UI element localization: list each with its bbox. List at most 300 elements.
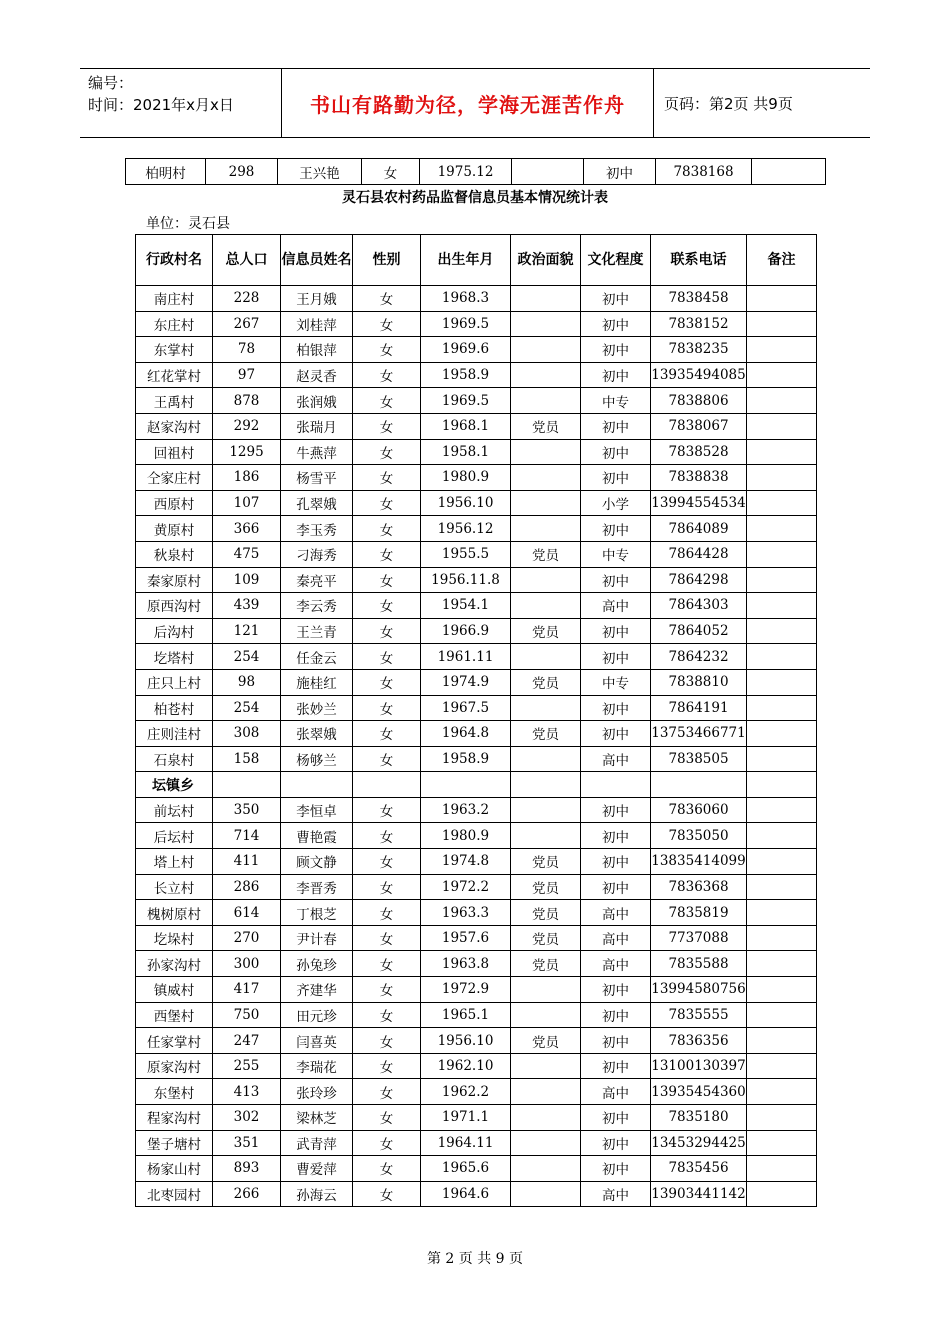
table-cell: 7835050	[651, 823, 747, 849]
table-cell: 7864232	[651, 644, 747, 670]
table-cell: 878	[213, 388, 281, 414]
table-cell: 7835819	[651, 900, 747, 926]
table-cell: 7835456	[651, 1156, 747, 1182]
table-cell: 7838838	[651, 465, 747, 491]
table-cell	[747, 951, 817, 977]
table-cell: 初中	[581, 1130, 651, 1156]
table-cell: 7835588	[651, 951, 747, 977]
table-cell: 田元珍	[281, 1002, 353, 1028]
table-cell: 张玲珍	[281, 1079, 353, 1105]
table-cell: 李瑞花	[281, 1053, 353, 1079]
column-header: 文化程度	[581, 235, 651, 286]
table-cell	[747, 413, 817, 439]
page-footer: 第 2 页 共 9 页	[426, 1251, 524, 1267]
table-cell	[747, 541, 817, 567]
table-cell: 镇威村	[136, 977, 213, 1003]
table-cell: 1969.5	[421, 388, 511, 414]
table-cell: 西堡村	[136, 1002, 213, 1028]
table-cell: 初中	[581, 1105, 651, 1131]
table-cell: 女	[353, 1130, 421, 1156]
stats-table	[135, 234, 817, 1207]
table-cell	[747, 772, 817, 798]
table-cell: 中专	[581, 388, 651, 414]
table-cell: 女	[353, 388, 421, 414]
table-cell: 1958.1	[421, 439, 511, 465]
unit-label: 单位：灵石县	[146, 216, 230, 232]
table-row	[136, 541, 817, 567]
table-cell: 秦家原村	[136, 567, 213, 593]
table-cell: 党员	[511, 951, 581, 977]
table-cell	[747, 618, 817, 644]
table-cell: 初中	[581, 1053, 651, 1079]
column-header: 总人口	[213, 235, 281, 286]
table-row	[136, 362, 817, 388]
table-cell	[511, 1002, 581, 1028]
table-cell	[511, 1130, 581, 1156]
table-cell: 初中	[581, 516, 651, 542]
table-cell: 7836356	[651, 1028, 747, 1054]
table-cell: 121	[213, 618, 281, 644]
table-cell: 党员	[511, 721, 581, 747]
table-row	[136, 1028, 817, 1054]
table-cell: 750	[213, 1002, 281, 1028]
table-cell: 红花掌村	[136, 362, 213, 388]
table-cell: 1968.3	[421, 286, 511, 312]
table-row	[136, 413, 817, 439]
table-cell: 1971.1	[421, 1105, 511, 1131]
table-row	[136, 1105, 817, 1131]
table-cell: 1980.9	[421, 823, 511, 849]
table-cell	[747, 337, 817, 363]
table-cell: 曹爱萍	[281, 1156, 353, 1182]
table-cell	[747, 1156, 817, 1182]
table-cell: 1980.9	[421, 465, 511, 491]
table-cell: 柏苍村	[136, 695, 213, 721]
table-cell	[747, 311, 817, 337]
table-cell: 1964.6	[421, 1181, 511, 1207]
table-cell: 女	[353, 541, 421, 567]
table-cell: 程家沟村	[136, 1105, 213, 1131]
table-cell	[511, 362, 581, 388]
table-cell	[747, 1181, 817, 1207]
table-cell: 石泉村	[136, 746, 213, 772]
table-cell	[747, 490, 817, 516]
table-cell: 366	[213, 516, 281, 542]
table-cell: 初中	[581, 413, 651, 439]
table-cell: 女	[353, 900, 421, 926]
table-cell: 初中	[581, 874, 651, 900]
table-cell: 7838067	[651, 413, 747, 439]
table-row	[136, 337, 817, 363]
table-cell	[747, 362, 817, 388]
table-cell	[511, 1105, 581, 1131]
table-cell: 堡子塘村	[136, 1130, 213, 1156]
table-cell: 270	[213, 925, 281, 951]
table-cell: 350	[213, 797, 281, 823]
table-cell: 回祖村	[136, 439, 213, 465]
table-row	[136, 490, 817, 516]
table-cell: 后沟村	[136, 618, 213, 644]
table-cell: 东堡村	[136, 1079, 213, 1105]
column-header: 出生年月	[421, 235, 511, 286]
table-cell: 西原村	[136, 490, 213, 516]
table-cell	[281, 772, 353, 798]
table-cell	[747, 644, 817, 670]
table-cell: 后坛村	[136, 823, 213, 849]
table-row	[136, 849, 817, 875]
table-cell: 孔翠娥	[281, 490, 353, 516]
table-row	[126, 159, 826, 185]
table-cell: 党员	[511, 618, 581, 644]
table-cell: 赵灵香	[281, 362, 353, 388]
table-cell	[511, 977, 581, 1003]
table-cell: 女	[353, 337, 421, 363]
table-cell: 刁海秀	[281, 541, 353, 567]
table-cell: 王月娥	[281, 286, 353, 312]
number-label: 编号：	[88, 74, 134, 92]
table-cell: 107	[213, 490, 281, 516]
table-cell: 158	[213, 746, 281, 772]
table-cell: 女	[353, 1181, 421, 1207]
table-cell: 7864303	[651, 593, 747, 619]
table-cell: 女	[353, 977, 421, 1003]
table-cell: 柏银萍	[281, 337, 353, 363]
table-cell	[512, 159, 584, 185]
table-cell: 女	[353, 951, 421, 977]
table-row	[136, 721, 817, 747]
table-cell: 247	[213, 1028, 281, 1054]
table-cell: 女	[353, 362, 421, 388]
table-cell: 顾文静	[281, 849, 353, 875]
header-motto: 书山有路勤为径，学海无涯苦作舟	[281, 69, 654, 137]
table-cell: 7864089	[651, 516, 747, 542]
table-cell: 1972.2	[421, 874, 511, 900]
table-row	[136, 286, 817, 312]
table-cell: 任家掌村	[136, 1028, 213, 1054]
table-cell: 长立村	[136, 874, 213, 900]
table-cell: 女	[353, 439, 421, 465]
table-cell: 98	[213, 669, 281, 695]
table-cell	[747, 1028, 817, 1054]
table-cell: 中专	[581, 669, 651, 695]
table-row	[136, 465, 817, 491]
table-cell: 7864052	[651, 618, 747, 644]
table-cell	[747, 1079, 817, 1105]
table-cell: 中专	[581, 541, 651, 567]
table-cell: 97	[213, 362, 281, 388]
table-cell: 女	[353, 567, 421, 593]
page-header	[80, 68, 870, 138]
table-cell	[747, 849, 817, 875]
table-row	[136, 951, 817, 977]
table-cell: 初中	[581, 1156, 651, 1182]
table-cell: 女	[362, 159, 420, 185]
table-row	[136, 311, 817, 337]
table-cell	[511, 823, 581, 849]
table-cell: 300	[213, 951, 281, 977]
table-cell: 女	[353, 465, 421, 491]
table-cell: 初中	[581, 567, 651, 593]
table-cell	[511, 567, 581, 593]
table-cell: 女	[353, 311, 421, 337]
table-cell: 黄原村	[136, 516, 213, 542]
table-cell	[511, 593, 581, 619]
table-row	[136, 593, 817, 619]
table-cell	[747, 823, 817, 849]
table-cell: 高中	[581, 951, 651, 977]
table-cell	[747, 1053, 817, 1079]
table-cell	[747, 388, 817, 414]
table-cell: 78	[213, 337, 281, 363]
table-cell: 小学	[581, 490, 651, 516]
table-cell: 孙海云	[281, 1181, 353, 1207]
table-cell: 女	[353, 1156, 421, 1182]
table-cell: 1955.5	[421, 541, 511, 567]
table-cell: 女	[353, 695, 421, 721]
table-cell	[511, 644, 581, 670]
table-cell: 417	[213, 977, 281, 1003]
table-cell: 圪塔村	[136, 644, 213, 670]
table-cell: 牛燕萍	[281, 439, 353, 465]
table-row	[136, 823, 817, 849]
table-row	[136, 1002, 817, 1028]
table-cell: 李恒卓	[281, 797, 353, 823]
table-cell	[511, 746, 581, 772]
table-cell: 初中	[581, 362, 651, 388]
table-cell: 任金云	[281, 644, 353, 670]
table-cell: 286	[213, 874, 281, 900]
table-cell: 女	[353, 746, 421, 772]
table-cell	[747, 567, 817, 593]
table-cell	[747, 465, 817, 491]
table-cell: 1961.11	[421, 644, 511, 670]
table-cell	[747, 439, 817, 465]
table-cell	[511, 1181, 581, 1207]
table-cell: 女	[353, 849, 421, 875]
table-cell: 109	[213, 567, 281, 593]
table-cell: 7737088	[651, 925, 747, 951]
table-cell: 尹计春	[281, 925, 353, 951]
table-cell	[511, 1053, 581, 1079]
table-cell: 党员	[511, 874, 581, 900]
table-cell: 初中	[581, 1002, 651, 1028]
table-cell: 张翠娥	[281, 721, 353, 747]
table-cell: 杨雪平	[281, 465, 353, 491]
table-cell: 初中	[584, 159, 656, 185]
table-cell: 初中	[581, 337, 651, 363]
table-cell: 1969.6	[421, 337, 511, 363]
table-cell: 7838458	[651, 286, 747, 312]
table-cell: 原家沟村	[136, 1053, 213, 1079]
table-cell: 柏明村	[126, 159, 206, 185]
table-row	[136, 1130, 817, 1156]
table-cell	[747, 593, 817, 619]
table-cell: 7838528	[651, 439, 747, 465]
table-cell: 初中	[581, 465, 651, 491]
table-cell	[747, 900, 817, 926]
table-cell: 曹艳霞	[281, 823, 353, 849]
table-cell: 高中	[581, 746, 651, 772]
table-cell: 228	[213, 286, 281, 312]
table-cell: 党员	[511, 541, 581, 567]
table-cell: 东庄村	[136, 311, 213, 337]
table-row	[136, 388, 817, 414]
table-cell: 13935454360	[651, 1079, 747, 1105]
table-cell: 女	[353, 490, 421, 516]
table-row	[136, 439, 817, 465]
table-row	[136, 567, 817, 593]
table-cell: 1963.8	[421, 951, 511, 977]
table-cell: 1956.11.8	[421, 567, 511, 593]
table-cell: 266	[213, 1181, 281, 1207]
table-cell: 1972.9	[421, 977, 511, 1003]
table-cell: 1964.11	[421, 1130, 511, 1156]
header-page-label: 页码：第2页 共9页	[664, 94, 793, 113]
table-cell: 13994580756	[651, 977, 747, 1003]
table-cell	[747, 925, 817, 951]
table-cell: 7835555	[651, 1002, 747, 1028]
table-cell: 13994554534	[651, 490, 747, 516]
table-cell: 7836060	[651, 797, 747, 823]
table-cell: 413	[213, 1079, 281, 1105]
table-cell: 女	[353, 516, 421, 542]
table-cell: 初中	[581, 1028, 651, 1054]
table-cell: 张瑞月	[281, 413, 353, 439]
table-cell: 475	[213, 541, 281, 567]
table-cell: 1295	[213, 439, 281, 465]
table-cell: 1956.12	[421, 516, 511, 542]
table-row	[136, 669, 817, 695]
table-cell: 298	[206, 159, 278, 185]
table-cell: 1963.3	[421, 900, 511, 926]
table-cell: 丁根芝	[281, 900, 353, 926]
table-cell: 高中	[581, 1181, 651, 1207]
table-cell	[651, 772, 747, 798]
table-row	[136, 746, 817, 772]
column-header: 信息员姓名	[281, 235, 353, 286]
table-cell: 13903441142	[651, 1181, 747, 1207]
table-cell	[747, 977, 817, 1003]
table-cell: 高中	[581, 900, 651, 926]
table-cell: 7838806	[651, 388, 747, 414]
table-cell: 杨家山村	[136, 1156, 213, 1182]
table-cell: 初中	[581, 695, 651, 721]
table-cell: 李玉秀	[281, 516, 353, 542]
table-cell: 刘桂萍	[281, 311, 353, 337]
table-cell: 1969.5	[421, 311, 511, 337]
table-cell: 秋泉村	[136, 541, 213, 567]
table-cell: 308	[213, 721, 281, 747]
table-row	[136, 618, 817, 644]
table-cell: 党员	[511, 849, 581, 875]
table-cell	[747, 1130, 817, 1156]
table-cell	[747, 516, 817, 542]
table-cell: 女	[353, 618, 421, 644]
table-cell: 7864428	[651, 541, 747, 567]
table-cell: 13100130397	[651, 1053, 747, 1079]
table-cell: 前坛村	[136, 797, 213, 823]
table-cell: 女	[353, 874, 421, 900]
table-cell	[511, 311, 581, 337]
table-cell: 赵家沟村	[136, 413, 213, 439]
table-cell: 党员	[511, 925, 581, 951]
table-cell: 女	[353, 1105, 421, 1131]
table-cell: 13835414099	[651, 849, 747, 875]
table-cell: 初中	[581, 849, 651, 875]
table-cell: 施桂红	[281, 669, 353, 695]
table-cell: 411	[213, 849, 281, 875]
table-cell: 254	[213, 695, 281, 721]
table-cell	[747, 797, 817, 823]
column-header: 联系电话	[651, 235, 747, 286]
table-cell: 267	[213, 311, 281, 337]
table-cell	[747, 669, 817, 695]
table-cell: 254	[213, 644, 281, 670]
table-cell: 李云秀	[281, 593, 353, 619]
table-cell	[747, 721, 817, 747]
table-cell: 初中	[581, 823, 651, 849]
table-cell: 1956.10	[421, 490, 511, 516]
table-cell	[747, 286, 817, 312]
table-cell: 南庄村	[136, 286, 213, 312]
column-header: 备注	[747, 235, 817, 286]
table-cell: 女	[353, 669, 421, 695]
table-cell: 圪垛村	[136, 925, 213, 951]
table-cell	[511, 797, 581, 823]
table-cell: 186	[213, 465, 281, 491]
table-cell	[747, 746, 817, 772]
table-cell: 庄只上村	[136, 669, 213, 695]
table-cell: 初中	[581, 721, 651, 747]
column-header: 政治面貌	[511, 235, 581, 286]
table-row	[136, 772, 817, 798]
table-cell: 初中	[581, 977, 651, 1003]
table-cell: 王兴艳	[278, 159, 362, 185]
table-cell	[747, 874, 817, 900]
table-cell	[581, 772, 651, 798]
table-cell: 1966.9	[421, 618, 511, 644]
table-cell: 7838235	[651, 337, 747, 363]
table-header-row	[136, 235, 817, 286]
table-cell: 李晋秀	[281, 874, 353, 900]
table-cell: 高中	[581, 925, 651, 951]
table-row	[136, 797, 817, 823]
table-cell: 初中	[581, 797, 651, 823]
table-cell	[511, 772, 581, 798]
table-row	[136, 925, 817, 951]
table-cell: 13935494085	[651, 362, 747, 388]
column-header: 行政村名	[136, 235, 213, 286]
table-cell: 王兰青	[281, 618, 353, 644]
table-cell: 13753466771	[651, 721, 747, 747]
table-cell: 714	[213, 823, 281, 849]
table-cell: 893	[213, 1156, 281, 1182]
table-cell: 1954.1	[421, 593, 511, 619]
table-cell: 1975.12	[420, 159, 512, 185]
table-cell: 女	[353, 1002, 421, 1028]
table-cell: 1974.9	[421, 669, 511, 695]
table-cell: 7864298	[651, 567, 747, 593]
table-cell	[511, 388, 581, 414]
table-cell	[747, 1105, 817, 1131]
table-row	[136, 695, 817, 721]
table-row	[136, 1053, 817, 1079]
table-cell: 高中	[581, 593, 651, 619]
table-cell: 孙兔珍	[281, 951, 353, 977]
table-cell: 初中	[581, 311, 651, 337]
table-cell: 女	[353, 1079, 421, 1105]
table-cell: 1967.5	[421, 695, 511, 721]
